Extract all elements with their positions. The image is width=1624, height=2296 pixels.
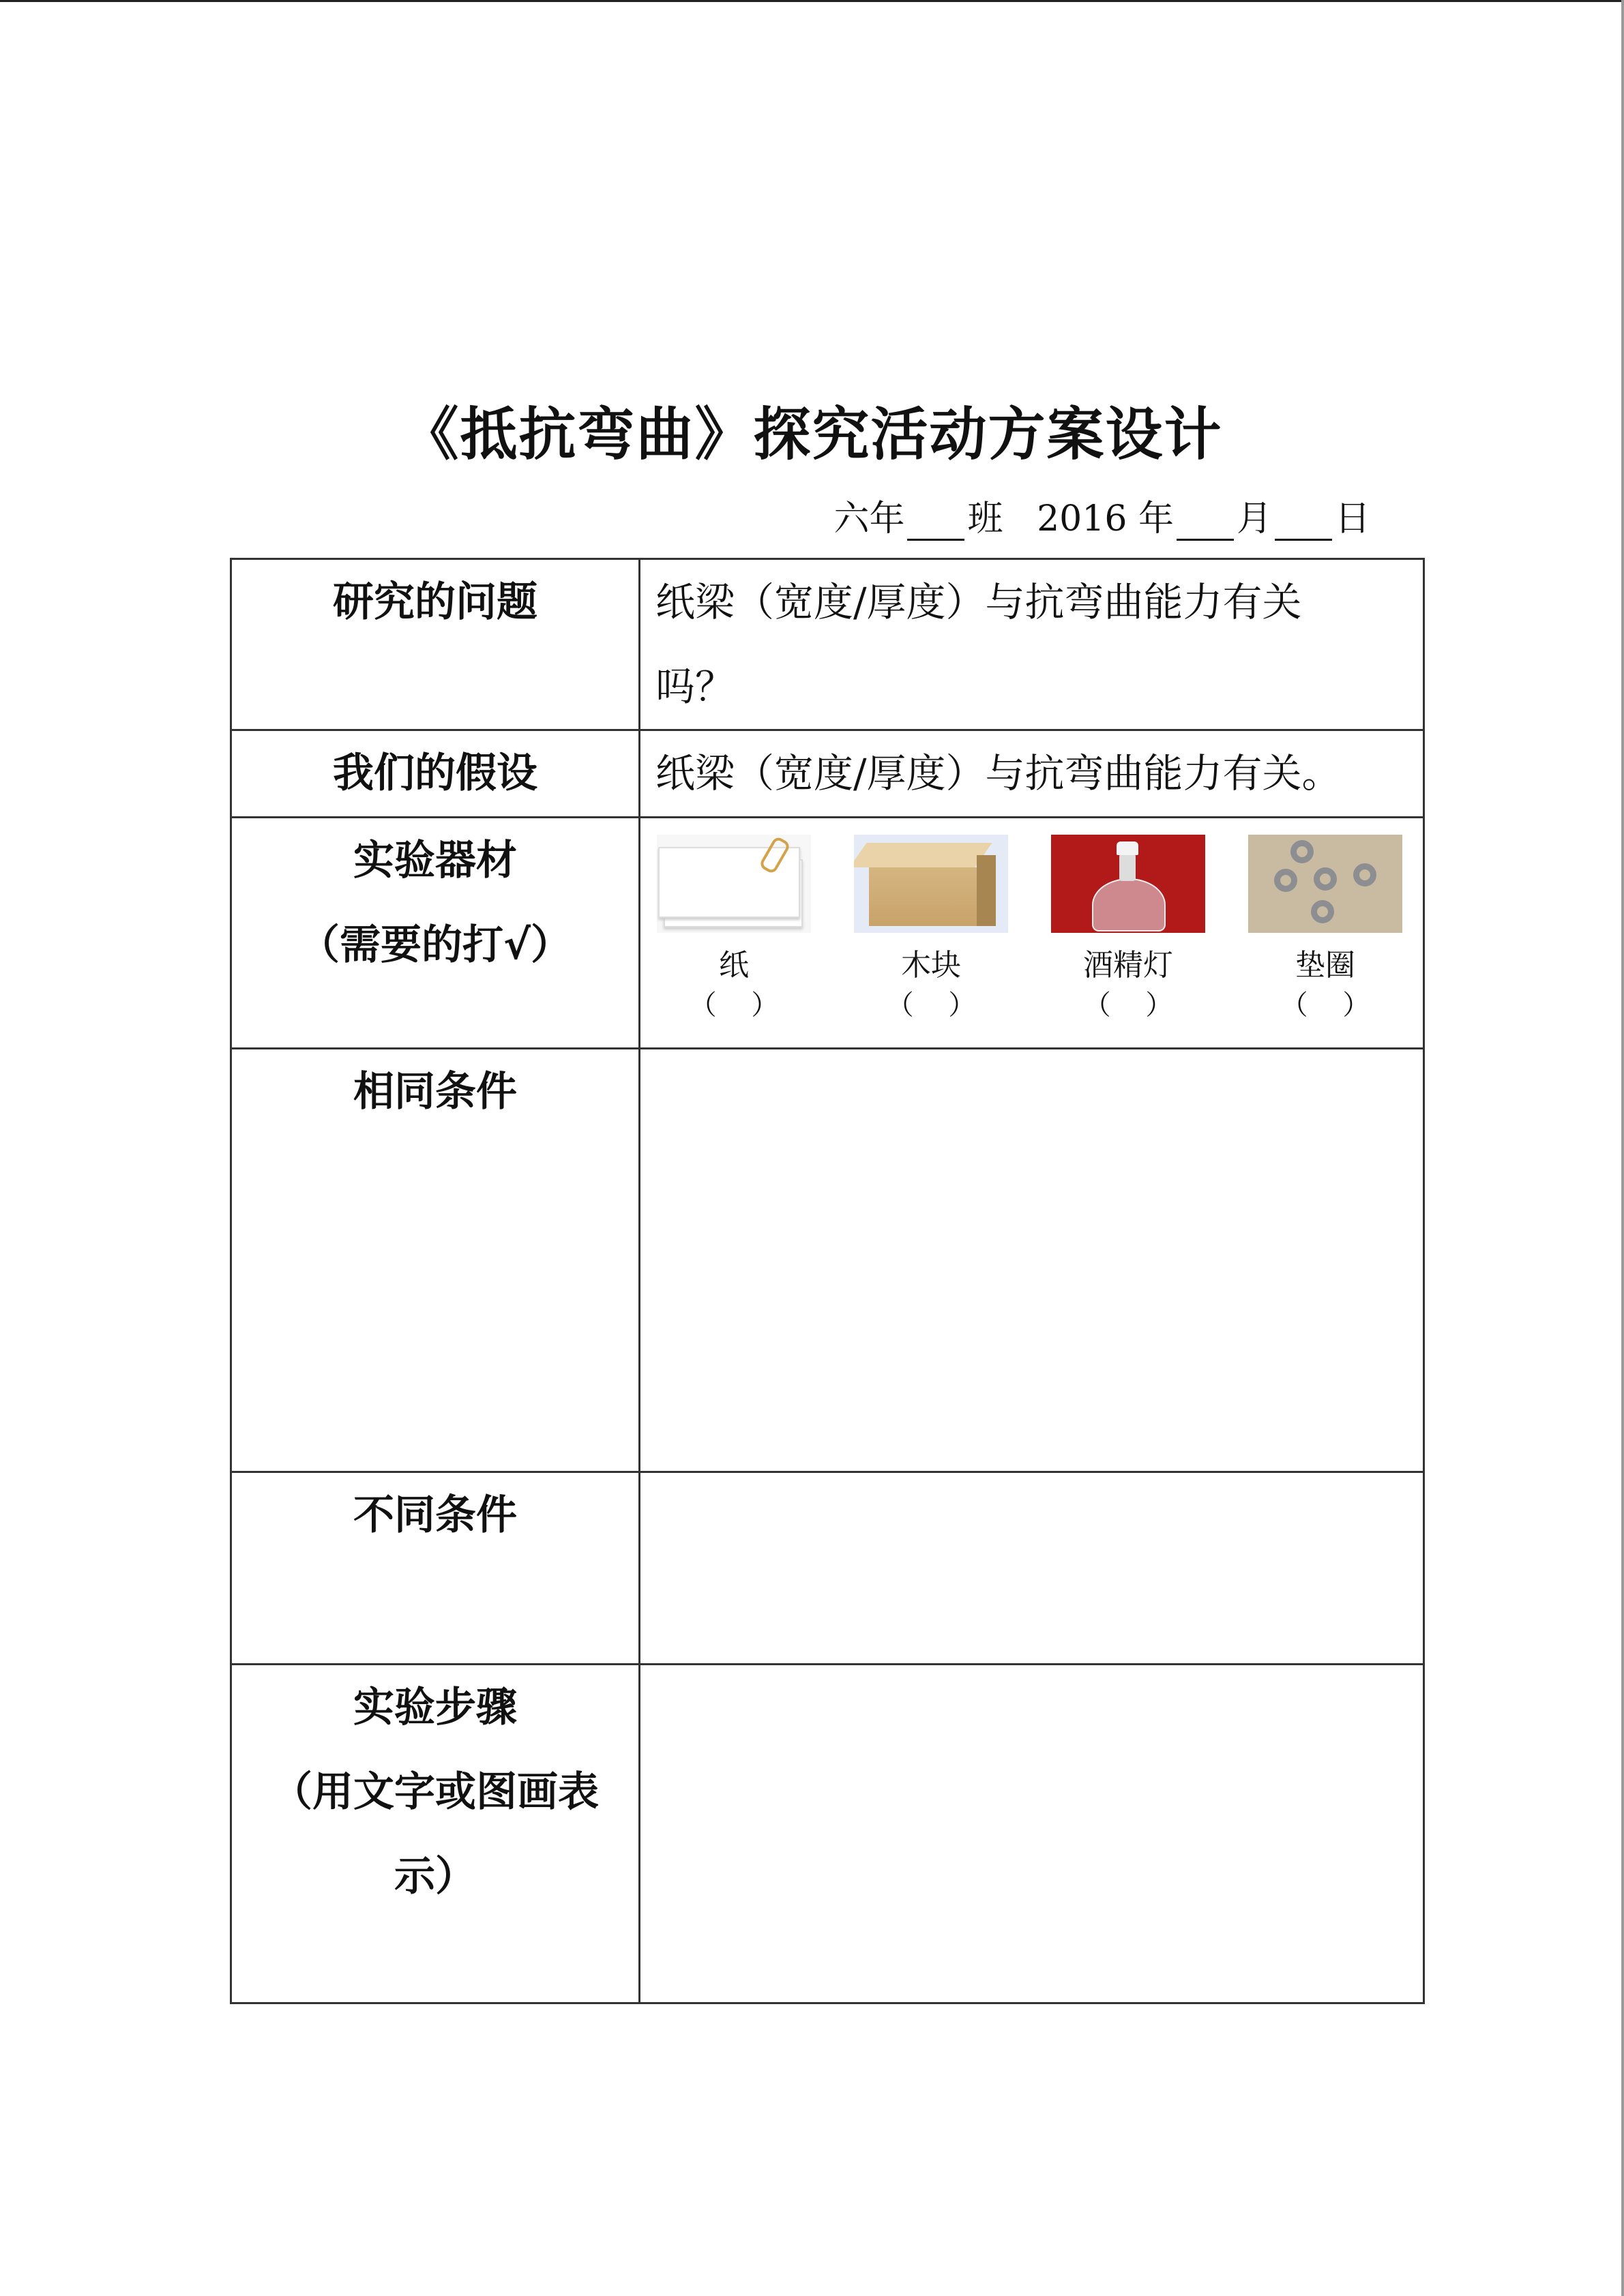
alcohol-lamp-icon (1051, 835, 1205, 933)
material-washers (1247, 835, 1404, 1024)
same-conditions-label-cell (231, 1049, 640, 1472)
material-washers-check[interactable]: （ ） (1280, 989, 1370, 1021)
question-text-line2: 吗？ (655, 664, 735, 710)
material-lamp-check[interactable]: （ ） (1083, 989, 1173, 1021)
hypothesis-label: 我们的假设 (333, 749, 537, 797)
washers-icon (1248, 835, 1402, 933)
materials-label-cell (231, 818, 640, 1049)
row-question (231, 559, 1424, 730)
class-label: 班 (967, 498, 1003, 539)
grade-label: 六年 (833, 498, 905, 539)
same-conditions-label: 相同条件 (353, 1068, 517, 1116)
material-wood-name: 木块 (901, 948, 961, 983)
material-paper (655, 835, 812, 1024)
material-lamp (1050, 835, 1207, 1024)
day-blank[interactable] (1275, 509, 1332, 541)
steps-hint-line1: （用文字或图画表 (271, 1768, 599, 1816)
steps-input-cell[interactable] (640, 1665, 1424, 2003)
month-blank[interactable] (1177, 509, 1234, 541)
dateline (833, 490, 1370, 541)
same-conditions-input-cell[interactable] (640, 1049, 1424, 1472)
row-different-conditions (231, 1472, 1424, 1665)
question-label-cell (231, 559, 640, 730)
material-lamp-name: 酒精灯 (1083, 948, 1173, 983)
page-right-edge (1621, 0, 1624, 2296)
different-conditions-label-cell (231, 1472, 640, 1665)
material-wood-check[interactable]: （ ） (886, 989, 976, 1021)
material-washers-name: 垫圈 (1295, 948, 1355, 983)
question-value-cell[interactable] (640, 559, 1424, 730)
wood-block-icon (854, 835, 1008, 933)
question-text-line1: 纸梁（宽度/厚度）与抗弯曲能力有关 (655, 579, 1302, 625)
activity-plan-table (230, 558, 1425, 2004)
material-wood (853, 835, 1009, 1024)
material-paper-check[interactable]: （ ） (689, 989, 779, 1021)
row-materials (231, 818, 1424, 1049)
row-steps (231, 1665, 1424, 2003)
hypothesis-label-cell (231, 730, 640, 818)
class-blank[interactable] (907, 509, 964, 541)
month-label: 月 (1236, 498, 1272, 539)
material-paper-name: 纸 (719, 948, 749, 983)
question-label: 研究的问题 (333, 578, 537, 626)
steps-label: 实验步骤 (353, 1684, 517, 1731)
steps-hint-line2: 示） (394, 1853, 476, 1900)
document-title: 《抵抗弯曲》探究活动方案设计 (401, 401, 1223, 468)
materials-cell (640, 818, 1424, 1049)
hypothesis-text: 纸梁（宽度/厚度）与抗弯曲能力有关。 (655, 750, 1342, 796)
hypothesis-value-cell[interactable] (640, 730, 1424, 818)
year-label: 2016 年 (1037, 498, 1174, 539)
paper-icon (657, 835, 811, 933)
steps-label-cell (231, 1665, 640, 2003)
row-hypothesis (231, 730, 1424, 818)
row-same-conditions (231, 1049, 1424, 1472)
page-top-edge (0, 0, 1624, 2)
materials-label: 实验器材 (353, 837, 517, 884)
different-conditions-input-cell[interactable] (640, 1472, 1424, 1665)
day-label: 日 (1334, 498, 1370, 539)
materials-hint: （需要的打√） (298, 921, 572, 969)
different-conditions-label: 不同条件 (353, 1491, 517, 1539)
